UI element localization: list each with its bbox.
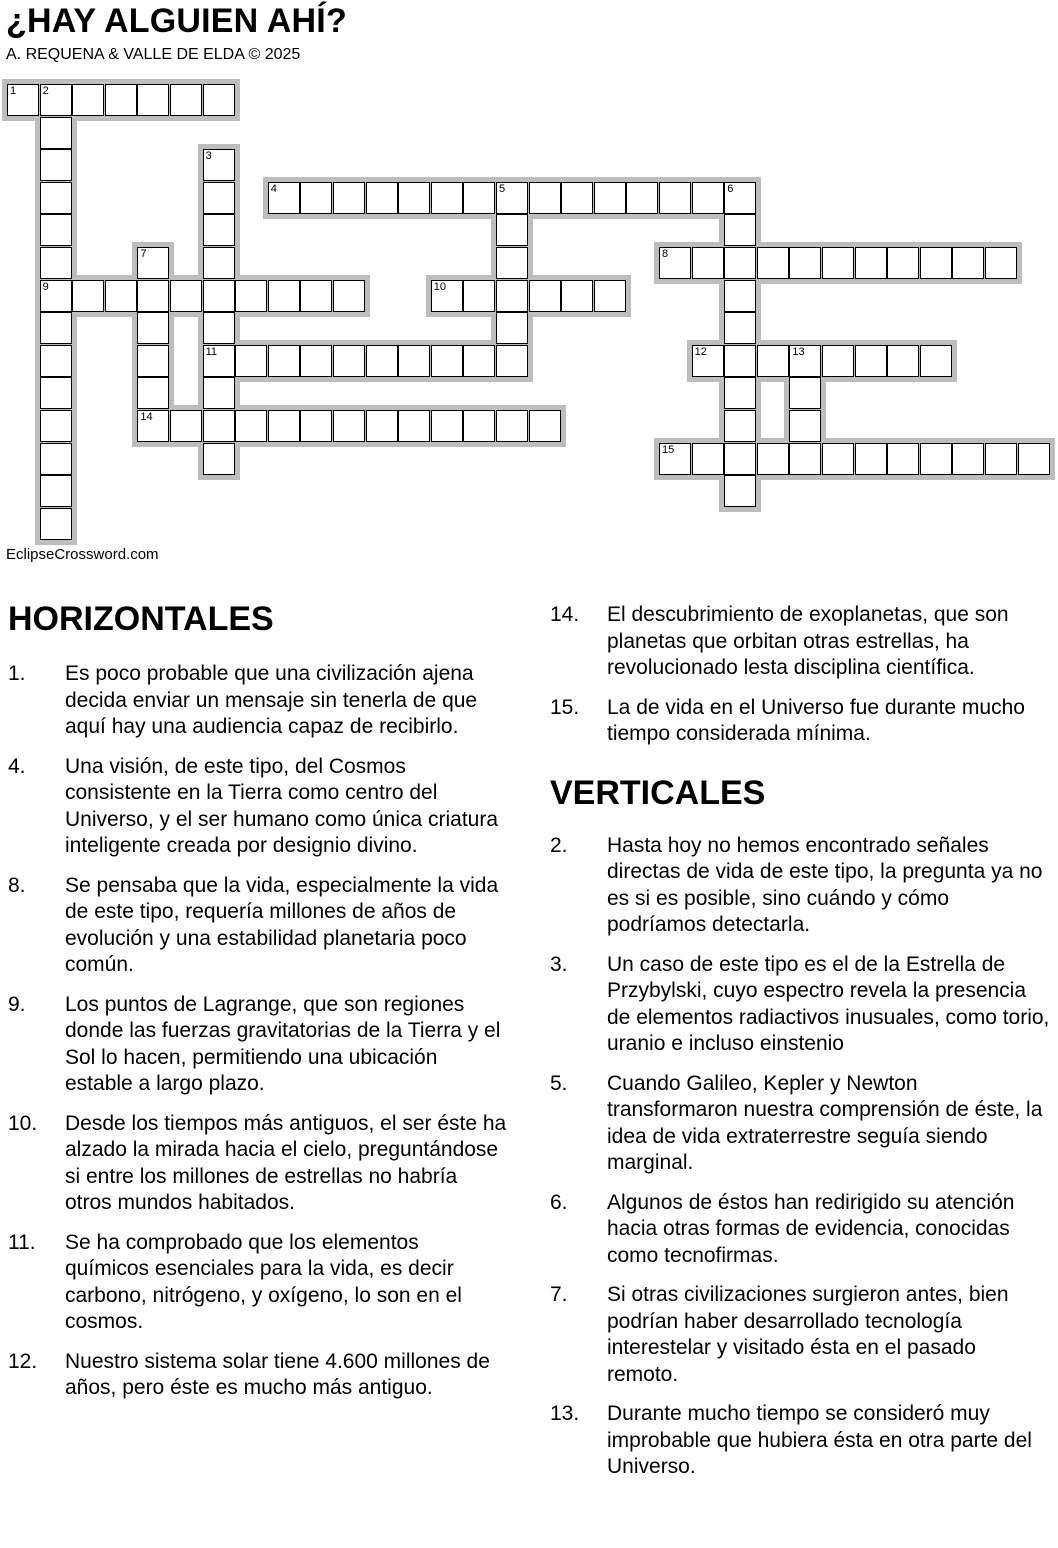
grid-cell[interactable] xyxy=(789,345,821,377)
grid-cell[interactable] xyxy=(40,377,72,409)
grid-cell[interactable] xyxy=(757,443,789,475)
cell-number: 1 xyxy=(10,85,17,97)
clue-across-15 xyxy=(550,695,1050,748)
cell-number: 5 xyxy=(499,182,506,195)
grid-cell[interactable] xyxy=(529,182,561,214)
grid-cell[interactable] xyxy=(952,247,984,279)
grid-cell[interactable] xyxy=(40,84,72,116)
grid-cell[interactable] xyxy=(724,345,756,377)
clue-down-2 xyxy=(550,833,1050,939)
grid-cell[interactable] xyxy=(300,345,332,377)
grid-cell[interactable] xyxy=(398,410,430,442)
grid-cell[interactable] xyxy=(920,247,952,279)
grid-cell[interactable] xyxy=(300,410,332,442)
grid-cell[interactable] xyxy=(203,443,235,475)
grid-cell[interactable] xyxy=(203,247,235,279)
grid-cell[interactable] xyxy=(822,247,854,279)
clue-across-4 xyxy=(8,754,508,860)
grid-cell[interactable] xyxy=(692,182,724,214)
grid-cell[interactable] xyxy=(235,280,267,312)
grid-cell[interactable] xyxy=(268,345,300,377)
clue-down-3 xyxy=(550,952,1050,1058)
grid-cell[interactable] xyxy=(137,247,169,279)
clue-number: 2. xyxy=(550,833,568,857)
grid-cell[interactable] xyxy=(40,410,72,442)
grid-cell[interactable] xyxy=(724,443,756,475)
footer-site: EclipseCrossword.com xyxy=(6,546,159,563)
grid-cell[interactable] xyxy=(366,345,398,377)
grid-cell[interactable] xyxy=(855,345,887,377)
clue-text: Nuestro sistema solar tiene 4.600 millones de años, pero éste es mucho más antiguo. xyxy=(65,1349,490,1399)
clue-text: Es poco probable que una civilización ajena decida enviar un mensaje sin tenerla de que aquí hay una audiencia capaz de recibirlo. xyxy=(65,662,478,738)
grid-cell[interactable] xyxy=(431,182,463,214)
grid-cell[interactable] xyxy=(887,247,919,279)
clue-number: 1. xyxy=(8,662,26,685)
clue-number: 4. xyxy=(8,754,26,778)
clue-number: 11. xyxy=(8,1230,36,1254)
clue-down-13 xyxy=(550,1401,1050,1481)
grid-cell[interactable] xyxy=(463,182,495,214)
clue-across-9 xyxy=(8,992,508,1098)
clue-text: El descubrimiento de exoplanetas, que son planetas que orbitan otras estrellas, ha revolucionado lesta disciplina científica. xyxy=(607,603,1009,679)
grid-cell[interactable] xyxy=(724,182,756,214)
grid-cell[interactable] xyxy=(40,345,72,377)
clues-column-right xyxy=(550,602,1050,1494)
grid-cell[interactable] xyxy=(137,377,169,409)
grid-cell[interactable] xyxy=(496,182,528,214)
grid-cell[interactable] xyxy=(366,410,398,442)
grid-cell[interactable] xyxy=(496,312,528,344)
clue-text: Durante mucho tiempo se consideró muy improbable que hubiera ésta en otra parte del Universo. xyxy=(607,1402,1032,1478)
clue-number: 5. xyxy=(550,1071,568,1095)
grid-cell[interactable] xyxy=(268,410,300,442)
clue-text: Cuando Galileo, Kepler y Newton transformaron nuestra comprensión de éste, la idea de vida extraterrestre seguía siendo marginal. xyxy=(607,1071,1043,1174)
clue-across-12 xyxy=(8,1349,508,1402)
across-heading: HORIZONTALES xyxy=(8,600,274,638)
grid-cell[interactable] xyxy=(724,280,756,312)
clue-text: Si otras civilizaciones surgieron antes, bien podrían haber desarrollado tecnología interestelar y visitado ésta en el pasado remoto. xyxy=(607,1283,1009,1386)
clue-across-14 xyxy=(550,602,1050,682)
grid-cell[interactable] xyxy=(724,312,756,344)
clue-number: 3. xyxy=(550,952,568,976)
grid-cell[interactable] xyxy=(398,182,430,214)
cell-number: 6 xyxy=(727,182,734,195)
grid-cell[interactable] xyxy=(822,345,854,377)
grid-cell[interactable] xyxy=(235,345,267,377)
grid-cell[interactable] xyxy=(105,84,137,116)
grid-cell[interactable] xyxy=(137,84,169,116)
grid-cell[interactable] xyxy=(692,247,724,279)
grid-cell[interactable] xyxy=(757,345,789,377)
clue-number: 15. xyxy=(550,695,580,719)
cell-number: 12 xyxy=(694,345,707,358)
grid-cell[interactable] xyxy=(203,345,235,377)
grid-cell[interactable] xyxy=(920,345,952,377)
puzzle-title: ¿HAY ALGUIEN AHÍ? xyxy=(6,2,347,40)
grid-cell[interactable] xyxy=(333,280,365,312)
grid-cell[interactable] xyxy=(463,345,495,377)
grid-cell[interactable] xyxy=(40,312,72,344)
clue-text: La de vida en el Universo fue durante mucho tiempo considerada mínima. xyxy=(607,695,1025,745)
grid-cell[interactable] xyxy=(659,443,691,475)
grid-cell[interactable] xyxy=(203,182,235,214)
grid-cell[interactable] xyxy=(659,247,691,279)
cell-number: 2 xyxy=(42,85,49,97)
clue-number: 7. xyxy=(550,1283,568,1306)
clue-number: 9. xyxy=(8,992,26,1016)
grid-cell[interactable] xyxy=(822,443,854,475)
grid-cell[interactable] xyxy=(887,345,919,377)
grid-cell[interactable] xyxy=(529,280,561,312)
grid-cell[interactable] xyxy=(333,182,365,214)
clue-down-7 xyxy=(550,1282,1050,1388)
grid-cell[interactable] xyxy=(789,443,821,475)
grid-cell[interactable] xyxy=(985,443,1017,475)
grid-cell[interactable] xyxy=(1018,443,1050,475)
clue-text: Desde los tiempos más antiguos, el ser éste ha alzado la mirada hacia el cielo, preguntándose si entre los millones de estrellas no habría otros mundos habitados. xyxy=(65,1111,507,1214)
cell-number: 7 xyxy=(140,248,147,260)
clue-text: Un caso de este tipo es el de la Estrella de Przybylski, cuyo espectro revela la presencia de elementos radiactivos inusuales, como torio, uranio e incluso einstenio xyxy=(607,952,1050,1055)
clue-down-5 xyxy=(550,1071,1050,1177)
clue-text: Se pensaba que la vida, especialmente la vida de este tipo, requería millones de años de evolución y una estabilidad planetaria poco común. xyxy=(65,873,499,976)
grid-cell[interactable] xyxy=(626,182,658,214)
grid-cell[interactable] xyxy=(724,247,756,279)
grid-cell[interactable] xyxy=(529,410,561,442)
puzzle-author: A. REQUENA & VALLE DE ELDA © 2025 xyxy=(6,46,301,63)
crossword-grid xyxy=(0,0,1058,560)
clue-text: Hasta hoy no hemos encontrado señales directas de vida de este tipo, la pregunta ya no es si es posible, sino cuándo y cómo podríamos detectarla. xyxy=(607,833,1043,936)
grid-cell[interactable] xyxy=(268,182,300,214)
grid-cell[interactable] xyxy=(137,345,169,377)
grid-cell[interactable] xyxy=(40,149,72,181)
grid-cell[interactable] xyxy=(137,280,169,312)
grid-cell[interactable] xyxy=(203,149,235,181)
grid-cell[interactable] xyxy=(203,280,235,312)
grid-cell[interactable] xyxy=(40,117,72,149)
clue-number: 10. xyxy=(8,1111,38,1135)
grid-cell[interactable] xyxy=(333,345,365,377)
grid-cell[interactable] xyxy=(203,377,235,409)
grid-cell[interactable] xyxy=(496,280,528,312)
grid-cell[interactable] xyxy=(724,475,756,507)
cell-number: 11 xyxy=(205,345,218,358)
grid-cell[interactable] xyxy=(463,280,495,312)
grid-cell[interactable] xyxy=(366,182,398,214)
grid-cell[interactable] xyxy=(203,312,235,344)
clue-text: Una visión, de este tipo, del Cosmos consistente en la Tierra como centro del Universo, y el ser humano como única criatura inteligente creada por designio divino. xyxy=(65,754,499,857)
grid-cell[interactable] xyxy=(855,443,887,475)
grid-cell[interactable] xyxy=(692,345,724,377)
cell-number: 3 xyxy=(205,150,212,163)
grid-cell[interactable] xyxy=(561,280,593,312)
grid-cell[interactable] xyxy=(594,182,626,214)
cell-number: 10 xyxy=(433,280,447,293)
grid-cell[interactable] xyxy=(757,247,789,279)
grid-cell[interactable] xyxy=(40,280,72,312)
grid-cell[interactable] xyxy=(594,280,626,312)
grid-cell[interactable] xyxy=(203,214,235,246)
clue-across-10 xyxy=(8,1111,508,1217)
grid-cell[interactable] xyxy=(724,410,756,442)
grid-cell[interactable] xyxy=(789,247,821,279)
grid-cell[interactable] xyxy=(7,84,39,116)
clue-text: Algunos de éstos han redirigido su atención hacia otras formas de evidencia, conocidas como tecnofirmas. xyxy=(607,1190,1015,1267)
clue-number: 14. xyxy=(550,603,580,626)
grid-cell[interactable] xyxy=(431,410,463,442)
clue-text: Se ha comprobado que los elementos químicos esenciales para la vida, es decir carbono, nitrógeno, y oxígeno, lo son en el cosmos. xyxy=(65,1230,462,1333)
grid-cell[interactable] xyxy=(300,280,332,312)
grid-cell[interactable] xyxy=(105,280,137,312)
clue-text: Los puntos de Lagrange, que son regiones donde las fuerzas gravitatorias de la Tierra y el Sol lo hacen, permitiendo una ubicación estable a largo plazo. xyxy=(65,992,501,1095)
clue-number: 12. xyxy=(8,1349,38,1373)
grid-cell[interactable] xyxy=(789,410,821,442)
clue-number: 8. xyxy=(8,873,26,897)
cell-number: 4 xyxy=(270,182,277,195)
grid-cell[interactable] xyxy=(496,345,528,377)
grid-cell[interactable] xyxy=(496,410,528,442)
grid-cell[interactable] xyxy=(137,312,169,344)
clue-across-8 xyxy=(8,873,508,979)
clue-down-6 xyxy=(550,1190,1050,1270)
clue-across-1 xyxy=(8,661,508,741)
grid-cell[interactable] xyxy=(333,410,365,442)
grid-cell[interactable] xyxy=(887,443,919,475)
grid-cell[interactable] xyxy=(203,84,235,116)
clue-number: 6. xyxy=(550,1190,568,1214)
grid-cell[interactable] xyxy=(985,247,1017,279)
grid-cell[interactable] xyxy=(40,247,72,279)
grid-cell[interactable] xyxy=(137,410,169,442)
grid-cell[interactable] xyxy=(952,443,984,475)
grid-cell[interactable] xyxy=(203,410,235,442)
grid-cell[interactable] xyxy=(170,84,202,116)
down-heading: VERTICALES xyxy=(550,773,766,812)
grid-cell[interactable] xyxy=(431,280,463,312)
cell-number: 13 xyxy=(792,345,805,358)
grid-cell[interactable] xyxy=(40,182,72,214)
grid-cell[interactable] xyxy=(789,377,821,409)
clues-column-left xyxy=(8,600,508,1415)
grid-cell[interactable] xyxy=(40,475,72,507)
grid-cell[interactable] xyxy=(235,410,267,442)
grid-cell[interactable] xyxy=(463,410,495,442)
cell-number: 8 xyxy=(662,248,669,260)
cell-number: 15 xyxy=(662,443,675,456)
grid-cell[interactable] xyxy=(659,182,691,214)
grid-cell[interactable] xyxy=(724,214,756,246)
grid-cell[interactable] xyxy=(300,182,332,214)
grid-cell[interactable] xyxy=(431,345,463,377)
grid-cell[interactable] xyxy=(855,247,887,279)
grid-cell[interactable] xyxy=(561,182,593,214)
clue-across-11 xyxy=(8,1230,508,1336)
grid-cell[interactable] xyxy=(40,443,72,475)
grid-cell[interactable] xyxy=(72,84,104,116)
clue-number: 13. xyxy=(550,1402,580,1425)
grid-cell[interactable] xyxy=(72,280,104,312)
cell-number: 14 xyxy=(140,411,153,423)
grid-cell[interactable] xyxy=(496,247,528,279)
grid-cell[interactable] xyxy=(496,214,528,246)
grid-cell[interactable] xyxy=(170,280,202,312)
grid-cell[interactable] xyxy=(40,508,72,540)
grid-cell[interactable] xyxy=(40,214,72,246)
grid-cell[interactable] xyxy=(398,345,430,377)
grid-cell[interactable] xyxy=(170,410,202,442)
cell-number: 9 xyxy=(42,280,49,293)
grid-cell[interactable] xyxy=(724,377,756,409)
grid-cell[interactable] xyxy=(920,443,952,475)
grid-cell[interactable] xyxy=(692,443,724,475)
grid-cell[interactable] xyxy=(268,280,300,312)
